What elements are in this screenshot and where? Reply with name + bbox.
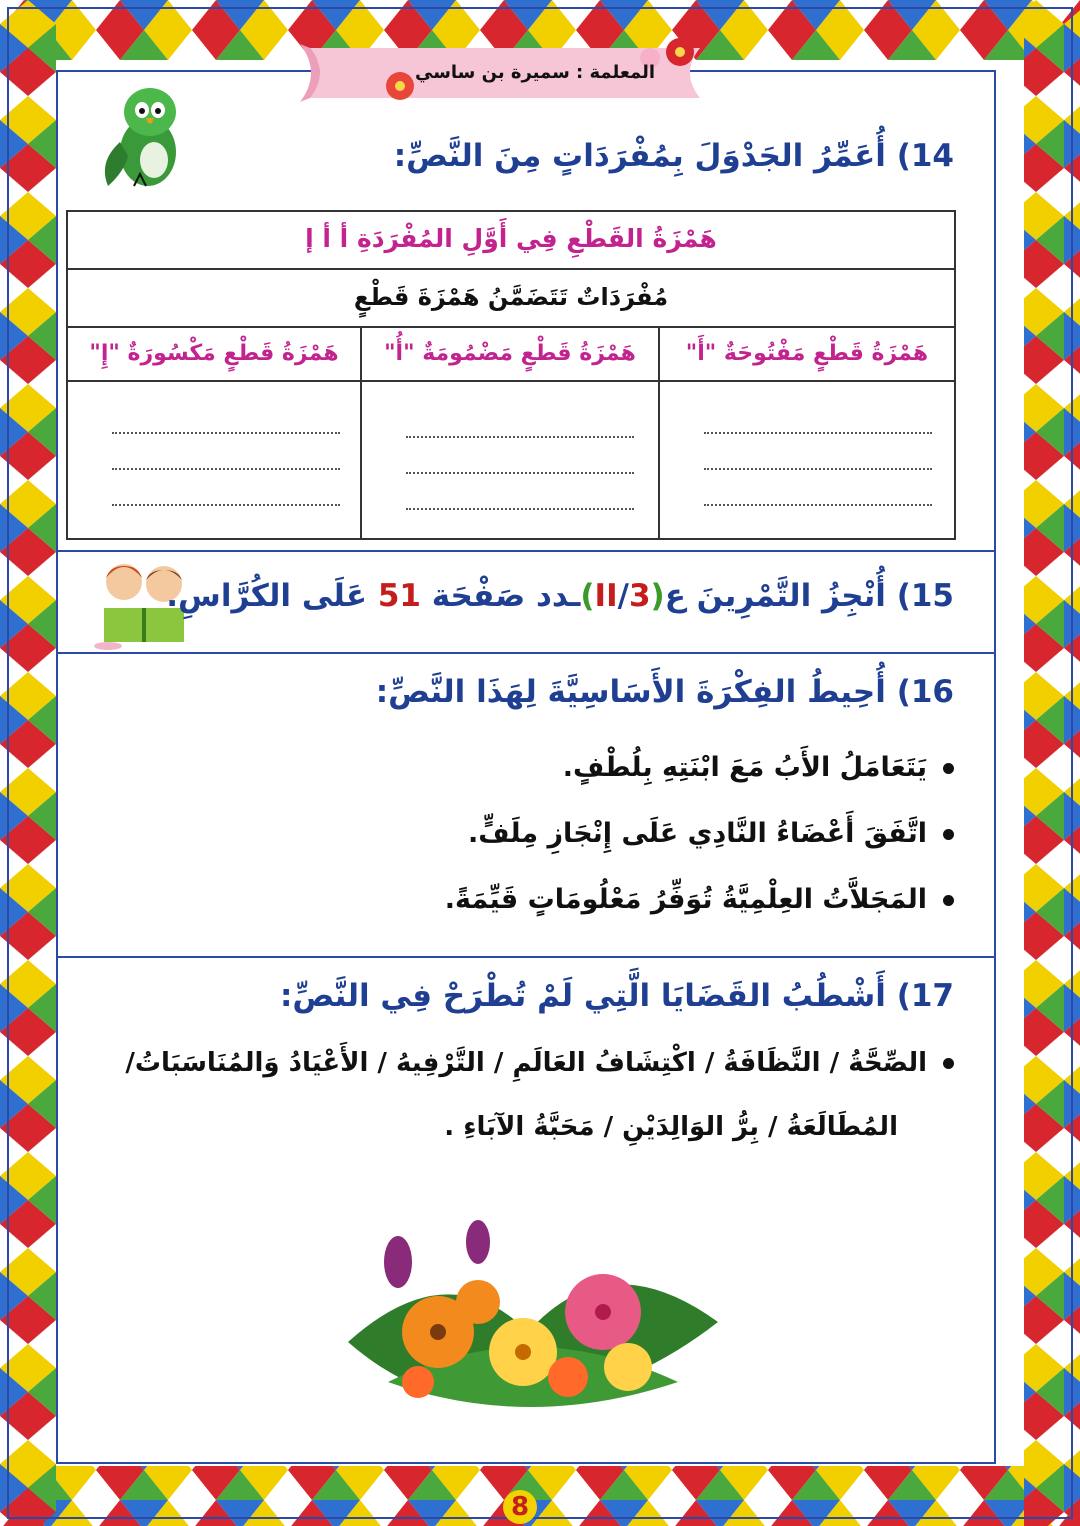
teacher-name: المعلمة : سميرة بن ساسي [414,62,656,83]
question-number: 17) [896,978,954,1014]
column-header-cell [360,326,660,382]
dotted-line [112,468,340,470]
bullet-icon [943,763,954,774]
table-heading-cell [66,210,956,270]
question-15-title [166,578,954,614]
option-text: اتَّفَقَ أَعْضَاءُ النَّادِي عَلَى إِنْجَازِ مِلَفٍّ. [467,818,927,849]
bracket: ) [580,578,595,614]
question-text: عَلَى الكُرَّاسِ. [166,578,368,614]
question-14 [58,72,994,552]
bullet-icon [943,1058,954,1069]
option-text: المَجَلاَّتُ العِلْمِيَّةُ تُوَفِّرُ مَعْلُومَاتٍ قَيِّمَةً. [444,884,927,915]
column-header-damma: هَمْزَةُ قَطْعٍ مَضْمُومَةٌ "أُ" [384,341,636,366]
question-text: أُعَمِّرُ الجَدْوَلَ بِمُفْرَدَاتٍ مِنَ النَّصِّ: [393,138,886,174]
topics-text: الصِّحَّةُ / النَّظَافَةُ / اكْتِشَافُ العَالَمِ / التَّرْفِيهُ / الأَعْيَادُ وَالمُنَاسَبَاتُ/ [125,1048,927,1078]
question-15 [58,552,994,652]
answer-cell-kasra[interactable] [66,380,362,540]
table-heading: هَمْزَةُ القَطْعِ فِي أَوَّلِ المُفْرَدَةِ أ أ إ [305,224,717,253]
question-17 [58,958,994,1158]
dotted-line [112,504,340,506]
question-14-title [394,138,954,174]
question-text: أَشْطُبُ القَضَايَا الَّتِي لَمْ تُطْرَحْ فِي النَّصِّ: [279,978,886,1014]
question-number: 15) [896,578,954,614]
table-subheading: مُفْرَدَاتٌ تَتَضَمَّنُ هَمْزَةَ قَطْعٍ [353,283,669,311]
exercise-part: II [594,578,618,614]
hamza-table [66,210,956,540]
bracket: ( [650,578,665,614]
dotted-line [406,472,634,474]
dotted-line [406,436,634,438]
option-item[interactable] [445,884,954,915]
question-17-title [280,978,954,1014]
topics-text: المُطَالَعَةُ / بِرُّ الوَالِدَيْنِ / مَحَبَّةُ الآبَاءِ . [444,1112,898,1142]
page-reference: 51 [377,578,421,614]
parrot-icon [94,82,194,192]
worksheet-page [56,70,996,1464]
answer-cell-fatha[interactable] [658,380,956,540]
option-item[interactable] [563,752,954,783]
question-16 [58,654,994,954]
table-subheading-cell [66,268,956,328]
separator: / [617,578,629,614]
question-16-title [376,674,954,710]
dotted-line [406,508,634,510]
column-header-cell [658,326,956,382]
column-header-kasra: هَمْزَةُ قَطْعٍ مَكْسُورَةٌ "إِ" [89,341,339,366]
question-number: 16) [896,674,954,710]
flower-bouquet-icon [328,1192,728,1432]
exercise-number: 3 [628,578,651,614]
question-number: 14) [896,138,954,174]
topics-line-1[interactable] [125,1048,954,1078]
answer-cell-damma[interactable] [360,380,660,540]
column-header-fatha: هَمْزَةُ قَطْعٍ مَفْتُوحَةٌ "أَ" [685,341,929,366]
question-text: أُنْجِزُ التَّمْرِينَ ع [664,578,886,614]
bullet-icon [943,829,954,840]
question-text: أُحِيطُ الفِكْرَةَ الأَسَاسِيَّةَ لِهَذَا النَّصِّ: [375,674,886,710]
page-number: 8 [503,1490,537,1524]
option-text: يَتَعَامَلُ الأَبُ مَعَ ابْنَتِهِ بِلُطْفٍ. [562,752,927,783]
dotted-line [704,504,932,506]
dotted-line [704,432,932,434]
topics-line-2[interactable] [444,1112,898,1142]
dotted-line [112,432,340,434]
bullet-icon [943,895,954,906]
dotted-line [704,468,932,470]
option-item[interactable] [468,818,954,849]
column-header-cell [66,326,362,382]
question-text: ـدد صَفْحَة [431,578,581,614]
